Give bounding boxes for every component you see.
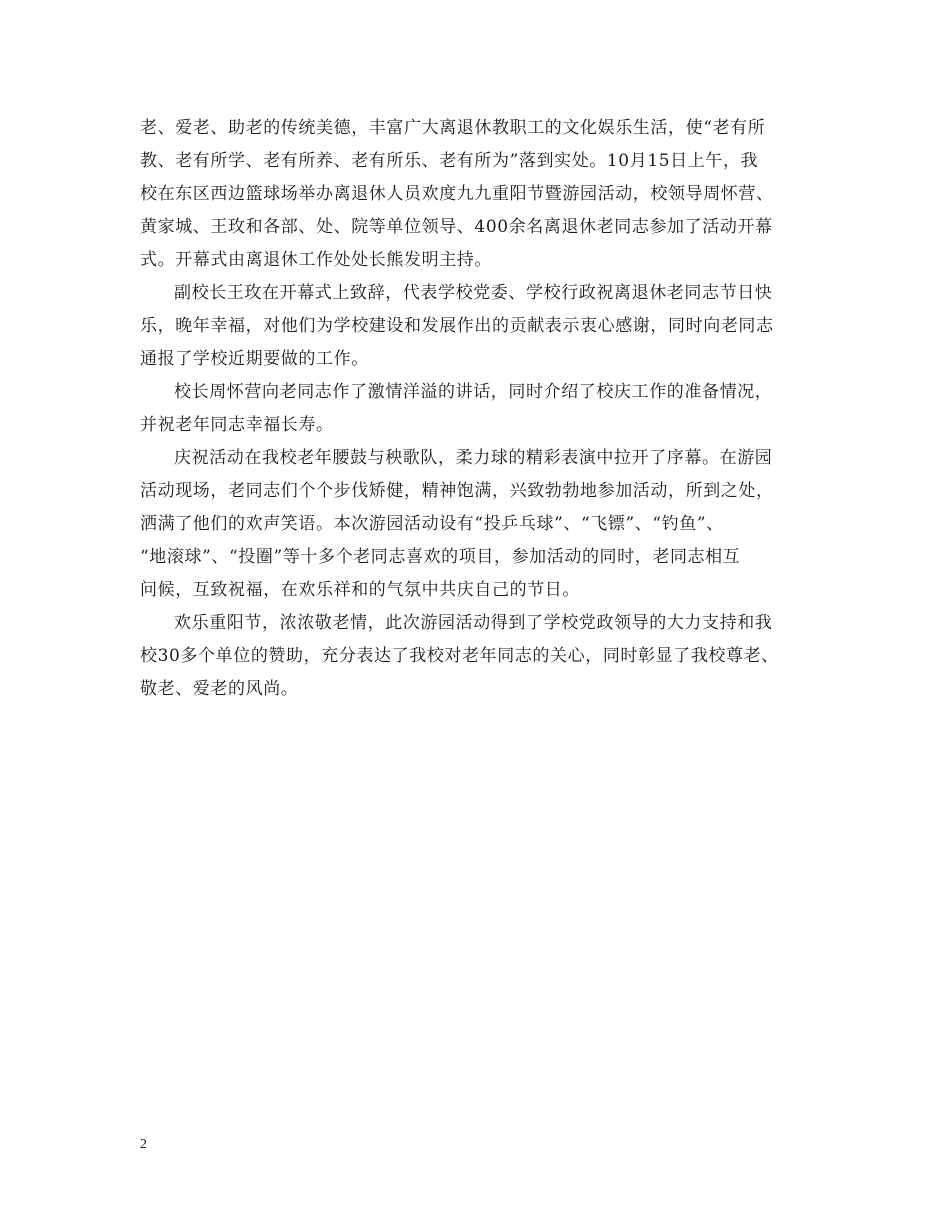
page-number: 2 bbox=[140, 1137, 147, 1152]
paragraph-1 bbox=[140, 112, 820, 277]
paragraph-3 bbox=[140, 376, 820, 442]
paragraph-line: 黄家城、王玫和各部、处、院等单位领导、400余名离退休老同志参加了活动开幕 bbox=[140, 217, 773, 237]
paragraph-4 bbox=[140, 442, 820, 607]
paragraph-line: 庆祝活动在我校老年腰鼓与秧歌队，柔力球的精彩表演中拉开了序幕。在游园 bbox=[174, 448, 773, 468]
paragraph-line: 老、爱老、助老的传统美德，丰富广大离退休教职工的文化娱乐生活，使“老有所 bbox=[140, 118, 766, 138]
paragraph-line: 乐，晚年幸福，对他们为学校建设和发展作出的贡献表示衷心感谢，同时向老同志 bbox=[140, 316, 774, 336]
paragraph-5 bbox=[140, 607, 820, 706]
paragraph-line: 欢乐重阳节，浓浓敬老情，此次游园活动得到了学校党政领导的大力支持和我 bbox=[174, 613, 773, 633]
document-body bbox=[140, 112, 820, 706]
paragraph-line: 副校长王玫在开幕式上致辞，代表学校党委、学校行政祝离退休老同志节日快 bbox=[174, 283, 773, 303]
paragraph-line: 敬老、爱老的风尚。 bbox=[140, 679, 299, 699]
paragraph-line: 校30多个单位的赞助，充分表达了我校对老年同志的关心，同时彰显了我校尊老、 bbox=[140, 646, 779, 666]
paragraph-line: “地滚球”、“投圈”等十多个老同志喜欢的项目，参加活动的同时，老同志相互 bbox=[140, 547, 741, 567]
paragraph-2 bbox=[140, 277, 820, 376]
paragraph-line: 并祝老年同志幸福长寿。 bbox=[140, 415, 334, 435]
paragraph-line: 校在东区西边篮球场举办离退休人员欢度九九重阳节暨游园活动，校领导周怀营、 bbox=[140, 184, 774, 204]
paragraph-line: 校长周怀营向老同志作了激情洋溢的讲话，同时介绍了校庆工作的准备情况， bbox=[174, 382, 773, 402]
paragraph-line: 洒满了他们的欢声笑语。本次游园活动设有“投乒乓球”、“飞镖”、“钓鱼”、 bbox=[140, 514, 724, 534]
paragraph-line: 教、老有所学、老有所养、老有所乐、老有所为”落到实处。10月15日上午，我 bbox=[140, 151, 759, 171]
paragraph-line: 问候，互致祝福，在欢乐祥和的气氛中共庆自己的节日。 bbox=[140, 580, 580, 600]
paragraph-line: 式。开幕式由离退休工作处处长熊发明主持。 bbox=[140, 250, 492, 270]
paragraph-line: 通报了学校近期要做的工作。 bbox=[140, 349, 369, 369]
paragraph-line: 活动现场，老同志们个个步伐矫健，精神饱满，兴致勃勃地参加活动，所到之处， bbox=[140, 481, 774, 501]
